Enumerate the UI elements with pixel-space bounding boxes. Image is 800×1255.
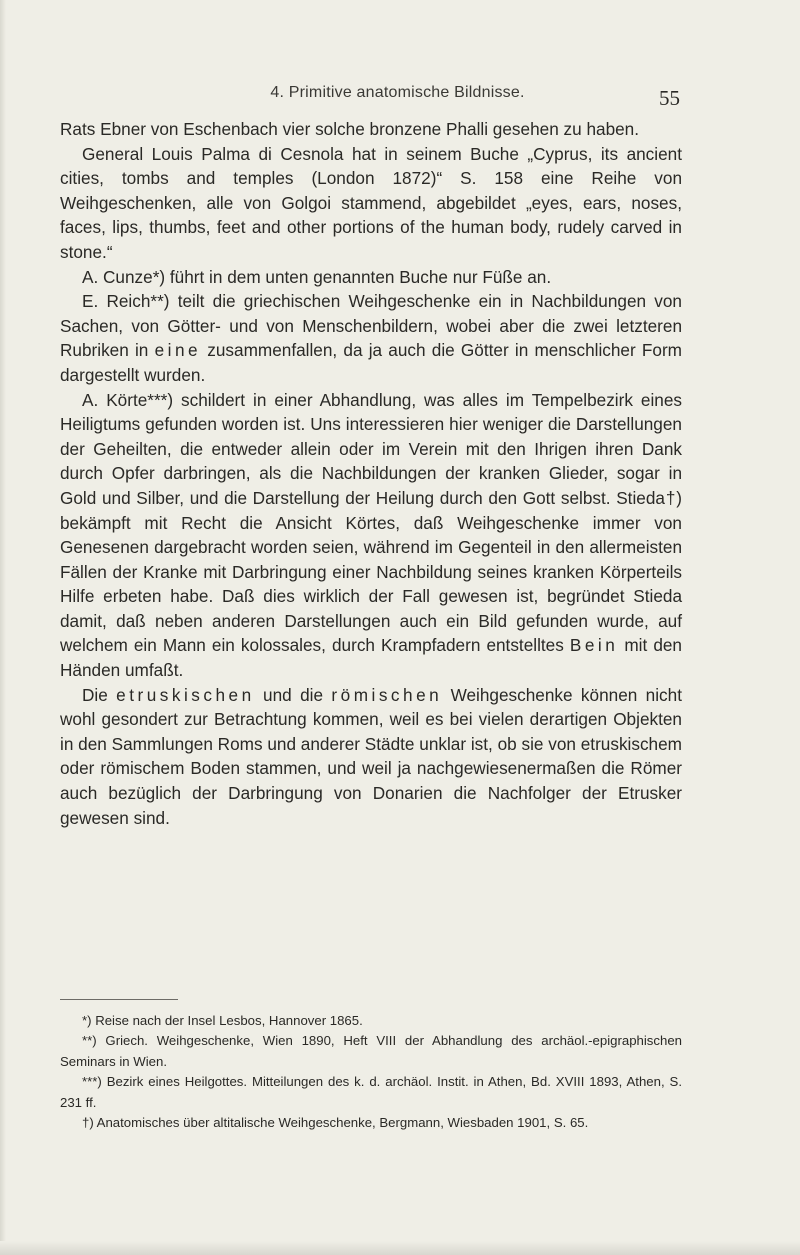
body-text xyxy=(60,117,682,830)
footnote-separator xyxy=(60,999,178,1000)
paragraph-3: A. Cunze*) führt in dem unten genannten Buche nur Füße an. xyxy=(82,266,552,287)
paragraph-6-part-a: Die xyxy=(82,684,117,705)
emphasis-etruskischen: etruskischen xyxy=(116,684,255,705)
paragraph-5-part-a: A. Körte***) schildert in einer Abhandlung, was alles im Tempelbezirk eines Heiligtums gefunden worden ist. Uns interessieren hier weniger die Darstellungen der Geheilten, die entweder allein oder im Verein mit den Ihrigen ihren Dank durch Opfer darbringen, als die Nachbildungen der kranken Glieder, sogar in Gold und Silber, und die Darstellung der Heilung durch den Gott selbst. Stieda†) bekämpft mit Recht die Ansicht Körtes, daß Weihgeschenke immer von Genesenen dargebracht worden seien, während im Gegenteil in den allermeisten Fällen der Kranke mit Darbringung einer Nachbildung seines kranken Körperteils Hilfe erbeten habe. Daß dies wirklich der Fall gewesen ist, begründet Stieda damit, daß neben anderen Darstellungen auch ein Bild gefunden wurde, auf welchem ein Mann ein kolossales, durch Krampfadern entstelltes xyxy=(60,389,682,656)
footnote-2: **) Griech. Weihgeschenke, Wien 1890, Heft VIII der Abhandlung des archäol.-epigraphischen Seminars in Wien. xyxy=(60,1033,682,1069)
emphasis-roemischen: römischen xyxy=(331,684,443,705)
footnote-4: †) Anatomisches über altitalische Weihgeschenke, Bergmann, Wiesbaden 1901, S. 65. xyxy=(82,1115,589,1131)
paragraph-6-part-c: Weihgeschenke können nicht wohl gesondert zur Betrachtung kommen, weil es bei vielen derartigen Objekten in den Sammlungen Roms und anderer Städte unklar ist, ob sie von etruskischem oder römischem Boden stammen, und weil ja nachgewiesenermaßen die Römer auch bezüglich der Darbringung von Donarien die Nachfolger der Etrusker gewesen sind. xyxy=(60,684,682,828)
page-bottom-shadow xyxy=(0,1241,800,1255)
running-header xyxy=(115,84,680,114)
emphasis-bein: Bein xyxy=(569,635,619,656)
paragraph-6 xyxy=(60,683,682,831)
paragraph-6-part-b: und die xyxy=(254,684,332,705)
footnotes xyxy=(60,1011,682,1133)
paragraph-1: Rats Ebner von Eschenbach vier solche bronzene Phalli gesehen zu haben. xyxy=(60,119,640,139)
chapter-title: 4. Primitive anatomische Bildnisse. xyxy=(270,84,525,101)
paragraph-4-part-a: E. Reich**) teilt die griechischen Weihgeschenke ein in Nachbildungen von Sachen, von Götter- und von Menschenbildern, wobei aber die zwei letzteren Rubriken in xyxy=(60,291,682,361)
paragraph-4 xyxy=(60,289,682,387)
paragraph-5 xyxy=(60,388,682,683)
paragraph-5-part-b: mit den Händen umfaßt. xyxy=(60,635,682,681)
footnote-1: *) Reise nach der Insel Lesbos, Hannover 1865. xyxy=(82,1013,363,1028)
paragraph-2: General Louis Palma di Cesnola hat in seinem Buche „Cyprus, its ancient cities, tombs and temples (London 1872)“ S. 158 eine Reihe von Weihgeschenken, alle von Golgoi stammend, abgebildet „eyes, ears, noses, faces, lips, thumbs, feet and other portions of the human body, rudely carved in stone.“ xyxy=(60,143,682,262)
page-number: 55 xyxy=(659,86,680,110)
footnote-3: ***) Bezirk eines Heilgottes. Mitteilungen des k. d. archäol. Instit. in Athen, Bd. XVIII 1893, Athen, S. 231 ff. xyxy=(60,1074,682,1110)
emphasis-eine: eine xyxy=(154,340,202,361)
page-binding-edge xyxy=(0,0,6,1255)
paragraph-4-part-b: zusammenfallen, da ja auch die Götter in menschlicher Form dargestellt wurden. xyxy=(60,340,683,385)
